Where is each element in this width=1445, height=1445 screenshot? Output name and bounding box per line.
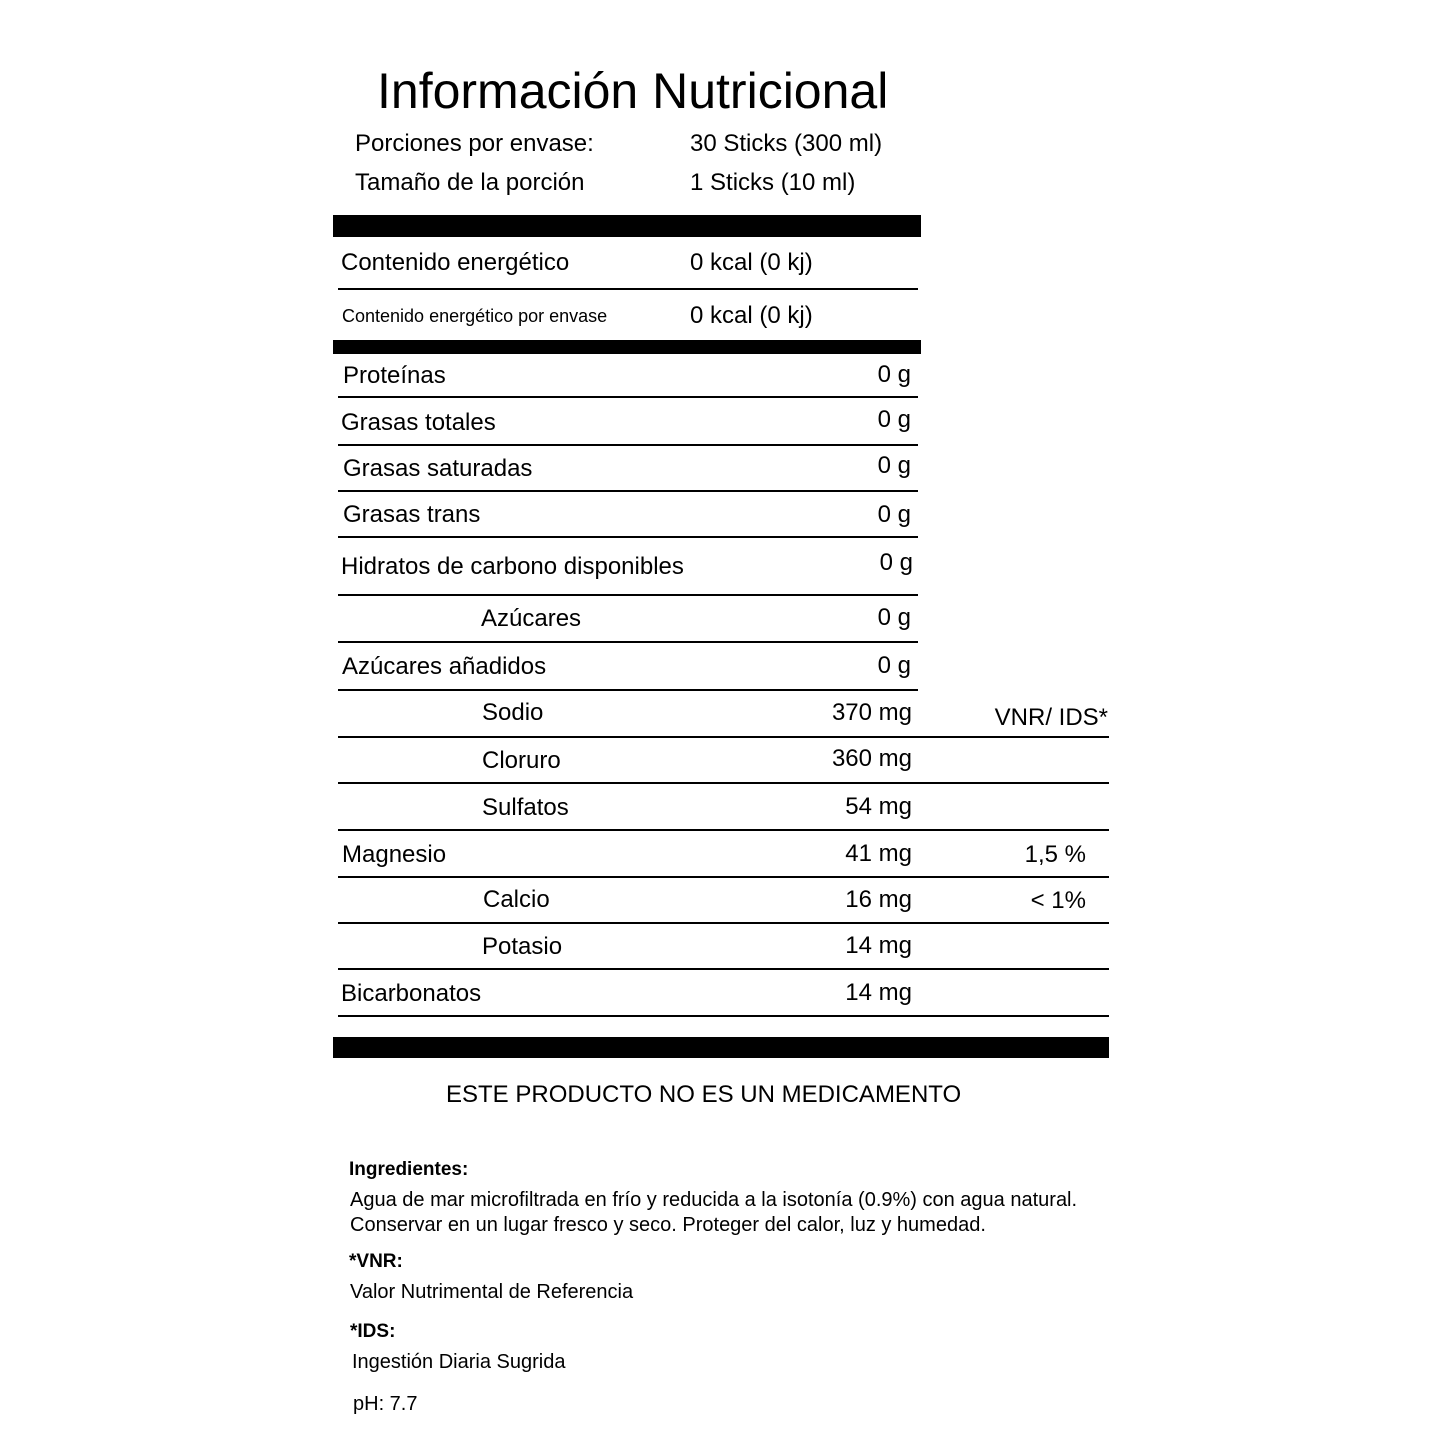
nutrient-value-grasas-trans: 0 g (877, 501, 911, 528)
ingredients-text-line1: Agua de mar microfiltrada en frío y reducida a la isotonía (0.9%) con agua natural. (350, 1189, 1078, 1211)
nutrient-label-hidratos: Hidratos de carbono disponibles (341, 553, 684, 580)
nutrient-label-sulfatos: Sulfatos (482, 794, 569, 821)
vnr-note-text: Valor Nutrimental de Referencia (350, 1281, 634, 1303)
nutrient-value-azucares-anadidos: 0 g (877, 652, 911, 679)
thick-divider (333, 215, 921, 237)
nutrient-value-calcio: 16 mg (845, 886, 912, 913)
nutrient-value-sulfatos: 54 mg (845, 793, 912, 820)
row-divider (338, 444, 918, 446)
ingredients-heading: Ingredientes: (349, 1159, 469, 1180)
nutrient-label-cloruro: Cloruro (482, 747, 561, 774)
row-divider (338, 536, 918, 538)
nutrient-value-proteinas: 0 g (877, 361, 911, 388)
disclaimer-text: ESTE PRODUCTO NO ES UN MEDICAMENTO (446, 1081, 962, 1108)
servings-per-container-value: 30 Sticks (300 ml) (690, 130, 883, 157)
serving-size-value: 1 Sticks (10 ml) (690, 169, 856, 196)
ids-note-heading: *IDS: (350, 1321, 396, 1342)
nutrient-label-sodio: Sodio (482, 699, 544, 726)
nutrient-label-grasas-trans: Grasas trans (343, 501, 481, 528)
servings-per-container-label: Porciones por envase: (355, 130, 594, 157)
vnr-ids-header: VNR/ IDS* (994, 704, 1108, 731)
row-divider (338, 396, 918, 398)
ids-note-text: Ingestión Diaria Sugrida (352, 1351, 566, 1373)
ph-value: pH: 7.7 (353, 1393, 418, 1415)
vnr-note-heading: *VNR: (349, 1251, 403, 1272)
nutrient-label-azucares: Azúcares (481, 605, 582, 632)
nutrient-value-sodio: 370 mg (831, 699, 912, 726)
row-divider (338, 876, 1109, 878)
page-title: Información Nutricional (377, 63, 889, 119)
nutrient-vnr-magnesio: 1,5 % (1024, 841, 1086, 868)
nutrient-label-grasas-saturadas: Grasas saturadas (343, 455, 533, 482)
nutrient-label-calcio: Calcio (483, 886, 550, 913)
row-divider (338, 490, 918, 492)
thick-divider (333, 1037, 1109, 1058)
nutrient-label-magnesio: Magnesio (342, 841, 447, 868)
nutrient-value-grasas-saturadas: 0 g (877, 452, 911, 479)
row-divider (338, 641, 918, 643)
nutrient-vnr-calcio: < 1% (1030, 887, 1086, 914)
nutrient-value-hidratos: 0 g (879, 549, 913, 576)
nutrient-value-magnesio: 41 mg (845, 840, 912, 867)
row-divider (338, 922, 1109, 924)
nutrient-label-grasas-totales: Grasas totales (341, 409, 496, 436)
row-divider (338, 594, 918, 596)
serving-size-label: Tamaño de la porción (355, 169, 585, 196)
row-divider (338, 829, 1109, 831)
row-divider (338, 689, 918, 691)
row-divider (338, 736, 1109, 738)
nutrient-value-azucares: 0 g (877, 604, 911, 631)
thick-divider (333, 340, 921, 354)
nutrient-value-cloruro: 360 mg (831, 745, 912, 772)
nutrient-value-bicarbonatos: 14 mg (845, 979, 912, 1006)
energy-value: 0 kcal (0 kj) (690, 249, 813, 276)
row-divider (338, 782, 1109, 784)
energy-per-container-label: Contenido energético por envase (342, 306, 608, 326)
row-divider (338, 1015, 1109, 1017)
energy-per-container-value: 0 kcal (0 kj) (690, 302, 813, 329)
ingredients-text-line2: Conservar en un lugar fresco y seco. Proteger del calor, luz y humedad. (350, 1214, 986, 1236)
nutrient-label-azucares-anadidos: Azúcares añadidos (342, 653, 547, 680)
nutrient-value-grasas-totales: 0 g (877, 406, 911, 433)
nutrient-value-potasio: 14 mg (845, 932, 912, 959)
row-divider (338, 968, 1109, 970)
energy-label: Contenido energético (341, 249, 570, 276)
nutrient-label-proteinas: Proteínas (343, 362, 446, 389)
nutrient-label-bicarbonatos: Bicarbonatos (341, 980, 482, 1007)
nutrient-label-potasio: Potasio (482, 933, 563, 960)
row-divider (338, 288, 918, 290)
